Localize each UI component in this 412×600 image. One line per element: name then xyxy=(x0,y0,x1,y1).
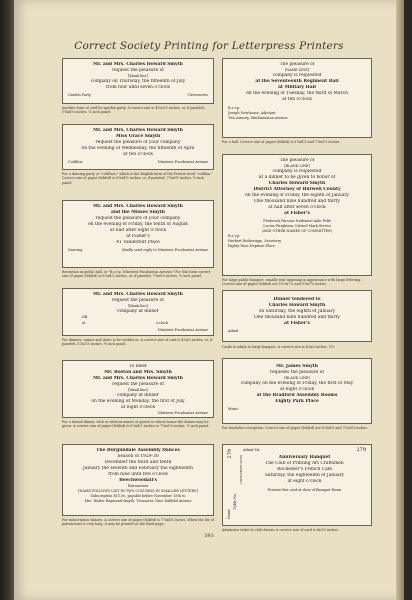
invitation-card-garden-party xyxy=(62,58,214,104)
page-number: 393 xyxy=(204,533,214,539)
card-line: at ten o'clock xyxy=(123,152,153,157)
card-line: from four until seven o'clock xyxy=(106,85,170,90)
card-line: at Fisher's xyxy=(126,234,150,239)
card-line: at Military Hall xyxy=(278,85,316,90)
card-line: One thousand nine hundred and thirty xyxy=(254,315,340,320)
card-footer-left: Music xyxy=(228,407,239,411)
card-line: Subscription $15.00, payable before November 15th to xyxy=(90,494,186,498)
ticket-side-label-table: Table No. xyxy=(233,492,237,509)
card-line: Beechwoodall's xyxy=(119,478,157,483)
card-line: and the Misses Smyth xyxy=(110,210,166,215)
card-line: December the third and tenth xyxy=(104,460,172,465)
card-line: at a dinner to be given to honor of xyxy=(258,175,336,180)
card-line: request the pleasure of your company xyxy=(95,216,181,221)
card-line: District Attorney of Burwell County xyxy=(253,187,341,192)
card-footer: Joseph Newhouse, Adjutant xyxy=(228,111,276,115)
card-caption: For subscription dances. A correct size of paper (folded) is 7⅞x4⅝ inches. When the list of patronesses is very long, it may be printed on the third page. xyxy=(62,518,215,527)
admission-ticket-club-dinner xyxy=(222,444,372,526)
card-line: [blank line] xyxy=(128,74,148,78)
card-line: [NAME LINE] xyxy=(284,68,310,72)
card-caption: For a dancing party or "cotillion," which is the English form of the French word "cotillon." Correct size of paper (folded) is 6¾x4⅞ inches, or, if paneled, 7¾x5½ inches, ½ inch panel. xyxy=(62,172,213,185)
card-line: Mr. Boston and Mrs. Smyth xyxy=(104,370,172,375)
card-line: Mr. and Mrs. Charles Howard Smyth xyxy=(93,292,183,297)
invitation-card-bachelor-reception xyxy=(222,358,372,424)
book-page xyxy=(14,0,404,600)
card-line: company on Thursday, the fifteenth of July xyxy=(90,79,186,84)
card-footer: Two Armory, Minhiassaton Avenue xyxy=(228,116,288,120)
card-line: Charles Howard Smyth xyxy=(268,181,326,186)
card-line: on the evening of Wednesday, the fifteenth of April xyxy=(81,146,195,151)
card-footer: Eighty-Nine Neptune Place xyxy=(228,244,275,248)
card-line: company at dinner xyxy=(117,309,159,314)
card-line: on the evening of Friday, the eighth of January xyxy=(245,193,349,198)
card-line: The pleasure of xyxy=(279,62,315,67)
card-line: The Club of Printing Art Craftsmen xyxy=(265,461,344,466)
card-caption: For large public banquet, usually sent imposing in appearance with large lettering. Correct size of paper (folded) are 10⅝x7⅛ and 9⅞x7⅝ inches. xyxy=(222,278,362,287)
card-line: The pleasure of xyxy=(279,158,315,163)
card-line: Eighty Park Place xyxy=(275,399,319,404)
card-line: [blank line] xyxy=(128,304,148,308)
card-line: at eight o'clock xyxy=(287,479,322,484)
invitation-card-banquet xyxy=(222,154,372,276)
card-line: from nine until five o'clock xyxy=(108,472,168,477)
book-binding xyxy=(0,0,14,600)
card-footer-left: Cotillion xyxy=(68,160,83,164)
ticket-number-right: 279 xyxy=(356,447,366,453)
card-caption: Another form of card for garden party. A correct size is 4⅝x3⅛ inches, or, if paneled, 5¾x4⅜ inches, ¾ inch panel. xyxy=(62,106,205,115)
card-footer: R.s.v.p. xyxy=(228,234,241,238)
card-caption: For a ball. Correct size of paper (folded) is 6⅞x4⅞ and 7⅝x5⅛ inches. xyxy=(222,140,341,144)
card-line: Patronesses xyxy=(127,484,149,488)
card-line: at half after seven o'clock xyxy=(268,205,326,210)
card-line-at: at xyxy=(82,321,86,325)
ticket-side-label-name: Name xyxy=(227,508,231,519)
card-line: To meet xyxy=(129,364,147,369)
card-footer-left: Admit xyxy=(228,329,239,333)
card-line: request the pleasure of xyxy=(112,68,164,73)
card-line: requests the pleasure of xyxy=(269,370,325,375)
card-caption: Admission ticket to club dinner. A correct size of card is 6x3⅞ inches. xyxy=(222,528,339,532)
card-line: company at dinner xyxy=(117,393,159,398)
card-committee: Frederick Parsons Nathaniel Aide Pelle xyxy=(263,219,331,223)
card-line: on the evening of Monday, the first of July xyxy=(91,399,185,404)
card-footer-left: Dancing xyxy=(68,248,83,252)
admission-card-dinner xyxy=(222,290,372,342)
page-edge xyxy=(396,0,404,600)
ticket-side-label-signature: [SIGNATURE LINE] xyxy=(239,455,243,484)
card-line: Rochester's French Cafe xyxy=(277,467,332,472)
card-line: Charles Howard Smyth xyxy=(268,303,326,308)
invitation-card-dancing xyxy=(62,200,214,268)
card-line: at the Seventeenth Regiment Ball xyxy=(255,79,339,84)
card-caption: For a formal dinner, with or without names of guests in whose honor the dinner may be given. A correct size of paper (folded) is 6⅞x4⅞ inches or 7¼x5¼ inches, ½ inch panel. xyxy=(62,420,210,429)
card-line: [blank line] xyxy=(128,388,148,392)
invitation-card-formal-dinner xyxy=(62,360,214,418)
ticket-number-left: 279 xyxy=(227,449,233,459)
card-footer-right: Nineteen Pocahontas Avenue xyxy=(157,328,208,332)
card-line: 41 Vanderbilt Place xyxy=(116,240,160,245)
card-line: at eight o'clock xyxy=(120,405,156,410)
card-footer-right: Greenacres xyxy=(188,93,208,97)
invitation-card-subscription-dance xyxy=(62,444,214,516)
card-line: request the pleasure of xyxy=(112,382,164,387)
card-line: on the evening of Tuesday, the third of March xyxy=(246,91,348,96)
card-line: Saturday, the eighteenth of January xyxy=(264,473,345,478)
card-line: Mr. James Smyth xyxy=(276,364,318,369)
card-line: [NAME FOLLOWS LIST IN TWO COLUMNS IN SMALLER LETTERS] xyxy=(78,489,198,493)
card-line: Dinner tendered to xyxy=(273,297,321,302)
card-line: Season of 1929-30 xyxy=(117,454,159,459)
card-line: on the evening of Friday, the tenth of August xyxy=(88,222,188,227)
card-caption: Cards to admit to large banquet. A correct size is 4¼x3 inches, 1⅛. xyxy=(222,345,336,349)
page-title: Correct Society Printing for Letterpress Printers xyxy=(74,40,344,52)
card-line-on: on xyxy=(82,315,88,320)
invitation-card-regiment-ball xyxy=(222,58,372,138)
card-line: Mr. and Mrs. Charles Howard Smyth xyxy=(93,128,183,133)
card-line: [BLANK LINE] xyxy=(284,164,310,168)
card-line: company is requested xyxy=(272,73,322,78)
card-line: One thousand nine hundred and thirty xyxy=(254,199,340,204)
card-line: at Fisher's xyxy=(284,321,310,326)
card-committee: (AND OTHER NAMES OF COMMITTEE) xyxy=(261,229,333,233)
card-caption: For bachelor's reception. Correct size of paper (folded) are 6⅞x4⅞ and 7⅝x5¼ inches. xyxy=(222,426,368,430)
card-line: Present this card at door of Banquet Room xyxy=(267,488,342,492)
card-line: Mrs. Walter Raymond Smyth, Treasurer, Nine Dalfield Avenue xyxy=(84,499,192,503)
card-footer-right: Nineteen Pocahontas Avenue xyxy=(157,411,208,415)
card-line: The Burgundale Assembly Dances xyxy=(96,448,180,453)
card-line: [BLANK LINE] xyxy=(284,376,310,380)
card-caption: Reception in public hall, or "R.s.v.p. Nineteen Pocahontas Avenue." For this form correct size of paper (folded) is 6⅞x4⅞ inches, or, if paneled, 7¾x5⅝ inches, ½ inch panel. xyxy=(62,270,211,279)
card-line: on Saturday, the eighth of January xyxy=(258,309,336,314)
card-footer-left: Garden Party xyxy=(68,93,91,97)
card-footer-right: Kindly send reply to Nineteen Pocahontas Avenue xyxy=(122,248,208,252)
card-footer: R.s.v.p. xyxy=(228,106,241,110)
ticket-admit-label: Admit Mr. xyxy=(243,448,261,452)
card-line-oclock: o'clock xyxy=(156,321,168,325)
card-footer-right: Nineteen Pocahontas Avenue xyxy=(157,160,208,164)
card-line: request the pleasure of your company xyxy=(95,140,181,145)
card-line: company is requested xyxy=(272,169,322,174)
card-line: Anniversary Banquet xyxy=(278,455,331,460)
invitation-card-dinner xyxy=(62,288,214,336)
card-line: Mr. and Mrs. Charles Howard Smyth xyxy=(93,62,183,67)
card-footer: Herbert Rutheringe, Secretary xyxy=(228,239,282,243)
card-line: at ten o'clock xyxy=(282,97,312,102)
card-line: Miss Grace Smyth xyxy=(115,134,161,139)
card-line: at half after eight o'clock xyxy=(109,228,167,233)
card-line: Mr. and Mrs. Charles Howard Smyth xyxy=(93,204,183,209)
card-committee: Lucius Wrightson Colonel Mark Steven xyxy=(263,224,331,228)
card-line: Mr. and Mrs. Charles Howard Smyth xyxy=(93,376,183,381)
card-line: request the pleasure of xyxy=(112,298,164,303)
card-caption: For dinners, names and dates to be written in. A correct size of card is 4⅜x3 inches, or, if paneled, 5⅞x3⅞ inches, ½ inch panel. xyxy=(62,338,213,347)
invitation-card-cotillion xyxy=(62,124,214,170)
card-line: company on the evening of Friday, the first of May xyxy=(240,381,354,386)
card-line: at the Bradford Assembly Rooms xyxy=(256,393,338,398)
card-line: at Fisher's xyxy=(284,211,310,216)
card-line: January the seventh and February the eighteenth xyxy=(83,466,193,471)
card-line: at eight o'clock xyxy=(279,387,315,392)
